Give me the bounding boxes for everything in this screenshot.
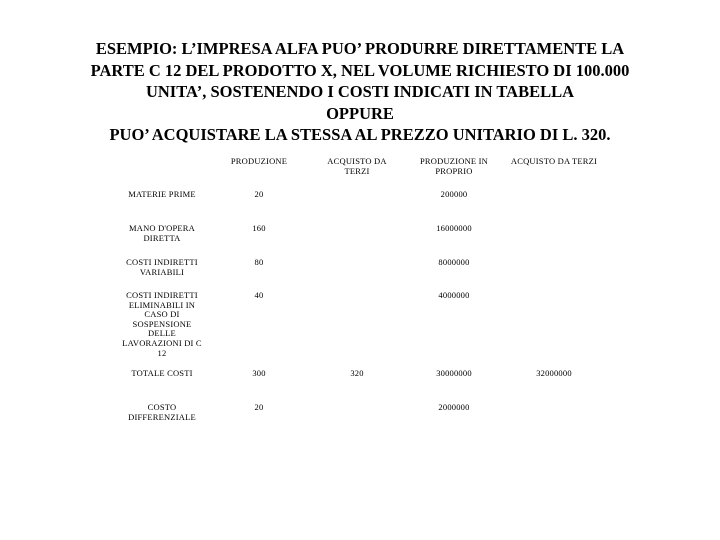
row-label: COSTI INDIRETTI VARIABILI [126, 257, 198, 277]
table-cell: 32000000 [536, 368, 572, 378]
table-cell: 20 [254, 189, 264, 199]
table-cell: 2000000 [438, 402, 470, 412]
row-label: MANO D'OPERA DIRETTA [128, 223, 196, 243]
row-label: COSTI INDIRETTI ELIMINABILI IN CASO DI SOSPENSIONE DELLE LAVORAZIONI DI C 12 [122, 290, 202, 358]
table-header: ACQUISTO DA TERZI [327, 156, 387, 176]
table-cell: 30000000 [436, 368, 472, 378]
title-line: UNITA’, SOSTENENDO I COSTI INDICATI IN TABELLA [145, 82, 575, 101]
title-line: ESEMPIO: L’IMPRESA ALFA PUO’ PRODURRE DIRETTAMENTE LA [95, 39, 625, 58]
title-line: PARTE C 12 DEL PRODOTTO X, NEL VOLUME RICHIESTO DI 100.000 [90, 60, 630, 80]
table-cell: 320 [350, 368, 364, 378]
table-cell: 160 [252, 223, 266, 233]
table-header: ACQUISTO DA TERZI [510, 156, 598, 166]
row-label: TOTALE COSTI [131, 368, 193, 378]
table-cell: 16000000 [436, 223, 472, 233]
table-cell: 300 [252, 368, 266, 378]
table-cell: 20 [254, 402, 264, 412]
table-cell: 200000 [440, 189, 468, 199]
table-cell: 40 [254, 290, 264, 300]
title-line: OPPURE [326, 103, 394, 123]
table-cell: 8000000 [438, 257, 470, 267]
table-cell: 80 [254, 257, 264, 267]
row-label: COSTO DIFFERENZIALE [128, 402, 196, 422]
title-line: PUO’ ACQUISTARE LA STESSA AL PREZZO UNITARIO DI L. 320. [109, 125, 611, 144]
table-header: PRODUZIONE [230, 156, 288, 166]
row-label: MATERIE PRIME [128, 189, 196, 199]
table-cell: 4000000 [438, 290, 470, 300]
table-header: PRODUZIONE IN PROPRIO [420, 156, 488, 176]
